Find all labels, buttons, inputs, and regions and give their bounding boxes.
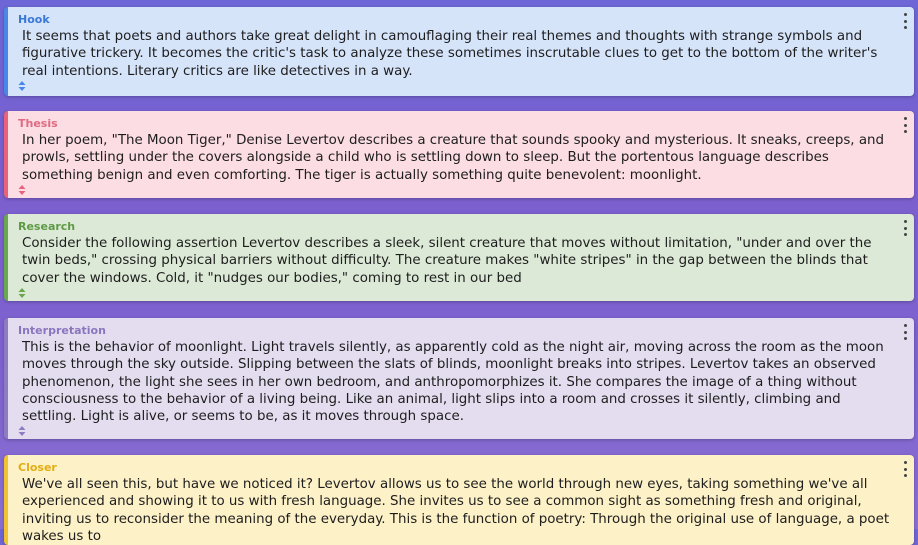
card-label-closer: Closer [18, 461, 57, 474]
card-hook[interactable] [4, 7, 914, 96]
card-interpretation[interactable] [4, 318, 914, 439]
card-closer[interactable] [4, 455, 914, 545]
card-label-research: Research [18, 220, 76, 233]
card-thesis[interactable] [4, 111, 914, 198]
resize-icon[interactable] [18, 81, 26, 91]
more-options-icon[interactable] [902, 324, 908, 340]
more-options-icon[interactable] [902, 13, 908, 29]
card-text-interpretation[interactable]: This is the behavior of moonlight. Light travels silently, as apparently cold as the night air, moving across the room as the moon moves through the sky outside. Slipping between the slats of blinds, moonlight breaks into stripes. Levertov takes an observed phenomenon, the light she sees in her own bedroom, and anthropomorphizes it. She compares the image of a thing without consciousness to the behavior of a living being. Like an animal, light slips into a room and crosses it silently, climbing and settling. Light is alive, or seems to be, as it moves through space. [22, 340, 884, 425]
card-text-research[interactable]: Consider the following assertion Levertov describes a sleek, silent creature that moves without limitation, "under and over the twin beds," crossing physical barriers without difficulty. The creature makes "white stripes" in the gap between the blinds that cover the windows. Cold, it "nudges our bodies," coming to rest in our bed [22, 236, 872, 286]
card-text-hook[interactable]: It seems that poets and authors take great delight in camouflaging their real themes and thoughts with strange symbols and figurative trickery. It becomes the critic's task to analyze these sometimes inscrutable clues to get to the bottom of the writer's real intentions. Literary critics are like detectives in a way. [22, 29, 878, 79]
resize-icon[interactable] [18, 288, 26, 298]
card-label-interpretation: Interpretation [18, 324, 106, 337]
resize-icon[interactable] [18, 185, 26, 195]
card-research[interactable] [4, 214, 914, 301]
more-options-icon[interactable] [902, 117, 908, 133]
more-options-icon[interactable] [902, 461, 908, 477]
resize-icon[interactable] [18, 426, 26, 436]
card-label-hook: Hook [18, 13, 50, 26]
card-text-closer[interactable]: We've all seen this, but have we noticed it? Levertov allows us to see the world through new eyes, taking something we've all experienced and showing it to us with fresh language. She invites us to see a common sight as something fresh and original, inviting us to reconsider the meaning of the everyday. This is the function of poetry: Through the original use of language, a poet wakes us to [22, 477, 890, 544]
card-text-thesis[interactable]: In her poem, "The Moon Tiger," Denise Levertov describes a creature that sounds spooky and mysterious. It sneaks, creeps, and prowls, settling under the covers alongside a child who is settling down to sleep. But the portentous language describes something benign and even comforting. The tiger is actually something quite benevolent: moonlight. [22, 133, 885, 183]
card-label-thesis: Thesis [18, 117, 58, 130]
more-options-icon[interactable] [902, 220, 908, 236]
